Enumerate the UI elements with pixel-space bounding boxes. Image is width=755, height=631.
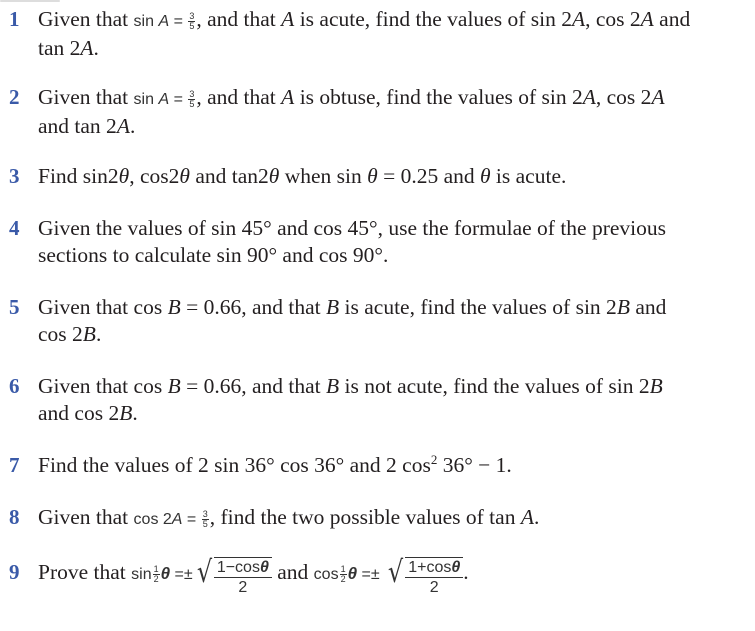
text-run: B bbox=[616, 295, 630, 319]
denominator: 5 bbox=[202, 518, 208, 529]
text-run: , find the two possible values of tan bbox=[209, 505, 521, 529]
numerator-text: 1+cos bbox=[408, 558, 452, 576]
text-run: . bbox=[93, 36, 99, 60]
text-run: , cos 2 bbox=[585, 7, 641, 31]
exercise-number: 4 bbox=[9, 216, 20, 240]
text-run: θ bbox=[479, 164, 491, 188]
text-run: B bbox=[649, 374, 663, 398]
text-run: B bbox=[326, 374, 340, 398]
exercise-number: 7 bbox=[9, 453, 20, 477]
text-run: θ bbox=[268, 164, 280, 188]
fraction bbox=[202, 510, 209, 529]
text-run: Given that cos bbox=[38, 374, 168, 398]
text-run: = 0.25 and bbox=[377, 164, 480, 188]
text-run: θ bbox=[160, 564, 171, 583]
theta-symbol: θ bbox=[451, 558, 461, 576]
text-run: cos 2 bbox=[133, 511, 172, 528]
text-run: Prove that bbox=[38, 560, 132, 584]
text-run: and cos 2 bbox=[38, 401, 120, 425]
text-run: , and that bbox=[196, 85, 282, 109]
radicand-fraction bbox=[405, 557, 463, 597]
text-run: A bbox=[520, 505, 534, 529]
fraction bbox=[340, 565, 347, 584]
text-run: =± bbox=[170, 566, 193, 583]
text-run: Given that bbox=[38, 85, 134, 109]
text-run: A bbox=[80, 36, 94, 60]
numerator bbox=[405, 558, 463, 578]
exercise-number: 5 bbox=[9, 295, 20, 319]
text-run: A bbox=[158, 91, 170, 108]
exercise-number: 8 bbox=[9, 505, 20, 529]
superscript: 2 bbox=[430, 451, 438, 467]
text-run: A bbox=[651, 85, 665, 109]
text-run: . bbox=[129, 114, 136, 138]
text-run: B bbox=[119, 401, 133, 425]
theta-symbol: θ bbox=[259, 558, 269, 576]
exercise-number: 1 bbox=[9, 7, 20, 31]
text-run: = bbox=[169, 13, 188, 30]
denominator: 2 bbox=[238, 578, 248, 596]
text-run: when sin bbox=[279, 164, 368, 188]
exercise-number: 3 bbox=[9, 164, 20, 188]
text-run: =± bbox=[357, 566, 385, 583]
text-run: , and that bbox=[196, 7, 282, 31]
text-run: sin bbox=[133, 91, 159, 108]
text-run: A bbox=[116, 114, 130, 138]
text-run: θ bbox=[118, 164, 130, 188]
text-run: Given the values of sin 45° and cos 45°, use the formulae of the previous bbox=[38, 216, 667, 240]
text-run: Find the values of 2 sin 36° cos 36° and 2 cos bbox=[38, 453, 431, 477]
exercise-text bbox=[38, 84, 753, 140]
text-run: A bbox=[281, 7, 295, 31]
numerator: 1 bbox=[153, 563, 159, 574]
text-run: sin bbox=[131, 566, 152, 583]
text-run: Find sin2 bbox=[38, 164, 119, 188]
text-run: . bbox=[463, 560, 469, 584]
text-run: is acute, find the values of sin 2 bbox=[339, 295, 617, 319]
denominator: 2 bbox=[340, 573, 346, 584]
text-run: A bbox=[640, 7, 654, 31]
numerator-text: 1−cos bbox=[216, 558, 260, 576]
exercise-text bbox=[38, 550, 753, 597]
denominator: 2 bbox=[153, 573, 159, 584]
fraction bbox=[188, 90, 195, 109]
exercise-text bbox=[38, 373, 753, 427]
text-run: and bbox=[271, 560, 314, 584]
square-root bbox=[386, 552, 463, 597]
text-run: , cos 2 bbox=[595, 85, 652, 109]
numerator: 1 bbox=[340, 563, 346, 574]
text-run: A bbox=[281, 85, 295, 109]
text-run: , cos2 bbox=[129, 164, 180, 188]
numerator: 3 bbox=[189, 88, 195, 99]
text-run: tan 2 bbox=[38, 36, 81, 60]
text-run: = 0.66, and that bbox=[180, 374, 327, 398]
exercise-text bbox=[38, 294, 753, 348]
radical-sign: √ bbox=[388, 554, 404, 590]
denominator: 2 bbox=[429, 578, 439, 596]
top-divider bbox=[0, 0, 60, 2]
exercise-text bbox=[38, 215, 753, 269]
exercise-text bbox=[38, 163, 753, 190]
text-run: . bbox=[95, 322, 102, 346]
fraction bbox=[153, 565, 160, 584]
text-run: is acute, find the values of sin 2 bbox=[294, 7, 572, 31]
numerator: 3 bbox=[202, 508, 208, 519]
text-run: B bbox=[326, 295, 340, 319]
exercise-text bbox=[38, 504, 753, 533]
text-run: θ bbox=[367, 164, 378, 188]
text-run: and tan2 bbox=[189, 164, 269, 188]
exercise-text bbox=[38, 6, 753, 62]
text-run: B bbox=[82, 322, 96, 346]
text-run: θ bbox=[179, 164, 190, 188]
text-run: = bbox=[182, 511, 201, 528]
text-run: A bbox=[582, 85, 596, 109]
text-run: Given that bbox=[38, 505, 134, 529]
radical-sign: √ bbox=[196, 554, 212, 590]
fraction bbox=[188, 12, 195, 31]
text-run: θ bbox=[347, 564, 358, 583]
text-run: A bbox=[571, 7, 586, 31]
square-root bbox=[195, 552, 272, 597]
text-run: = 0.66, and that bbox=[180, 295, 327, 319]
text-run: and bbox=[629, 295, 667, 319]
text-run: is acute. bbox=[490, 164, 567, 188]
text-run: and tan 2 bbox=[38, 114, 117, 138]
text-run: A bbox=[158, 13, 170, 30]
text-run: B bbox=[167, 374, 181, 398]
denominator: 5 bbox=[189, 20, 195, 31]
exercise-number: 2 bbox=[9, 85, 20, 109]
text-run: 36° − 1. bbox=[437, 453, 512, 477]
text-run: cos bbox=[313, 566, 339, 583]
text-run: is obtuse, find the values of sin 2 bbox=[294, 85, 583, 109]
text-run: . bbox=[132, 401, 138, 425]
text-run: cos 2 bbox=[38, 322, 83, 346]
text-run: Given that cos bbox=[38, 295, 168, 319]
text-run: A bbox=[171, 511, 183, 528]
numerator: 3 bbox=[189, 10, 195, 21]
text-run: B bbox=[167, 295, 181, 319]
exercise-number: 9 bbox=[9, 560, 20, 584]
text-run: . bbox=[533, 505, 540, 529]
numerator bbox=[214, 558, 272, 578]
text-run: sections to calculate sin 90° and cos 90°. bbox=[38, 243, 389, 267]
text-run: and bbox=[653, 7, 691, 31]
text-run: = bbox=[169, 91, 188, 108]
exercise-text bbox=[38, 452, 753, 479]
text-run: Given that bbox=[38, 7, 134, 31]
text-run: sin bbox=[133, 13, 159, 30]
radicand-fraction bbox=[214, 557, 272, 597]
text-run: is not acute, find the values of sin 2 bbox=[339, 374, 650, 398]
exercise-number: 6 bbox=[9, 374, 20, 398]
denominator: 5 bbox=[189, 98, 195, 109]
